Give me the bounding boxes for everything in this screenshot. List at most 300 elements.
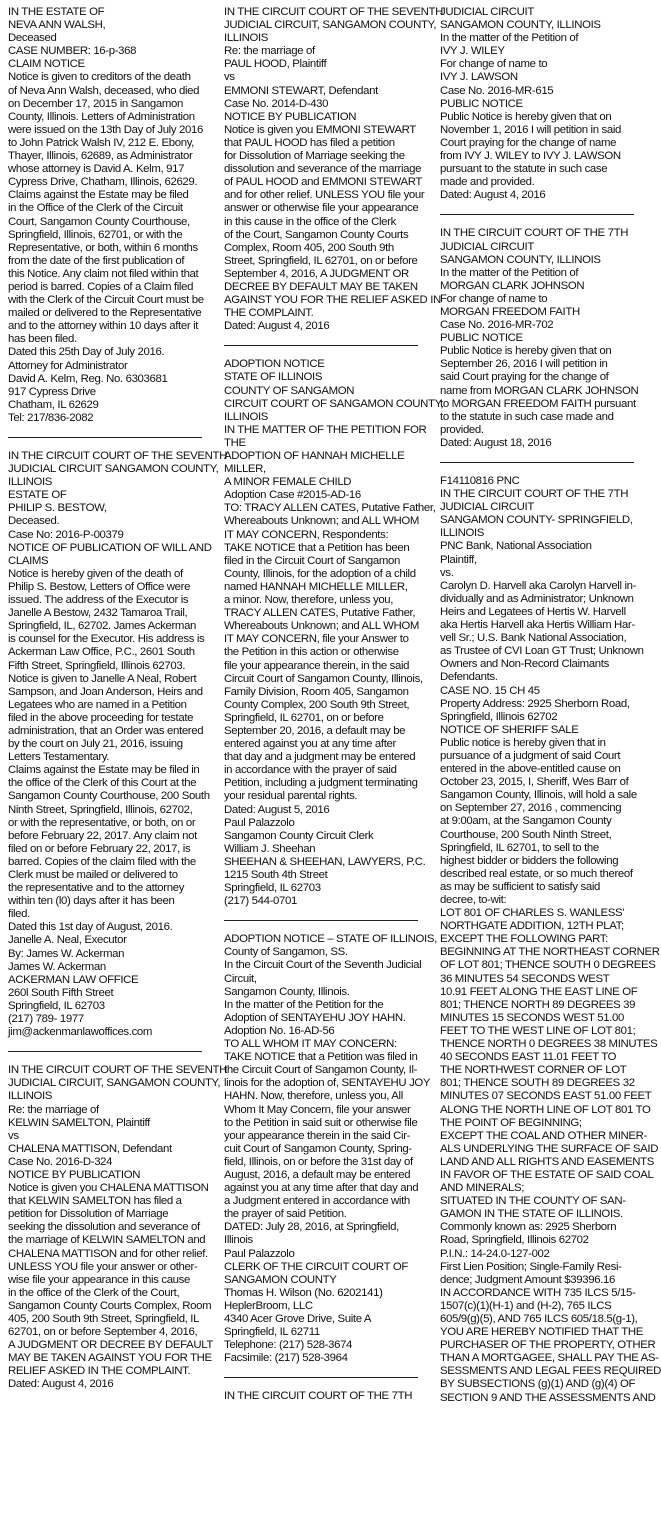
- notice-text-line: against you at any time after that day and: [224, 1182, 419, 1195]
- notice-text-line: Claims against the Estate may be filed in: [8, 764, 200, 777]
- notice-text-line: described real estate, or so much thereof: [440, 867, 633, 880]
- notice-text-line: period is barred. Copies of a Claim filed: [8, 280, 194, 293]
- notice-text-line: ADOPTION NOTICE: [224, 358, 325, 371]
- notice-text-line: In the matter of the Petition for the: [224, 998, 384, 1011]
- notice-text-line: 36 MINUTES 54 SECONDS WEST: [440, 972, 610, 985]
- notice-text-line: vs: [8, 1129, 19, 1142]
- notice-text-line: Case No. 2016-D-324: [8, 1155, 113, 1168]
- notice-text-line: SHEEHAN & SHEEHAN, LAWYERS, P.C.: [224, 855, 426, 868]
- notice-text-line: JUDICIAL CIRCUIT: [440, 6, 534, 18]
- notice-text-line: By: James W. Ackerman: [8, 947, 125, 960]
- notice-text-line: IT MAY CONCERN, Respondents:: [224, 528, 389, 541]
- notice-text-line: DATED: July 28, 2016, at Springfield,: [224, 1221, 399, 1234]
- column-2: [224, 6, 444, 1524]
- notice-text-line: Courthouse, 200 South Ninth Street,: [440, 828, 612, 841]
- notice-text-line: Complex, Room 405, 200 South 9th: [224, 241, 394, 254]
- notice-text-line: to the statute in such case made and: [440, 410, 614, 423]
- notice-text-line: ILLINOIS: [224, 410, 269, 423]
- notice-text-line: 1507(c)(1)(H-1) and (H-2), 765 ILCS: [440, 1299, 612, 1312]
- notice-text-line: GAMON IN THE STATE OF ILLINOIS.: [440, 1208, 623, 1221]
- notice-text-line: SANGAMON COUNTY, ILLINOIS: [440, 19, 601, 32]
- legal-notice: [224, 1390, 418, 1415]
- notice-text-line: Sangamon County Courts Complex, Room: [8, 1299, 212, 1312]
- notice-text-line: Notice is hereby given of the death of: [8, 567, 183, 580]
- notice-text-line: Case No. 2016-MR-615: [440, 84, 554, 97]
- notice-text-line: Claims against the Estate may be filed: [8, 189, 189, 202]
- notice-text-line: Legatees who are named in a Petition: [8, 698, 187, 711]
- notice-text-line: PUBLIC NOTICE: [440, 332, 523, 345]
- notice-text-line: NOTICE OF PUBLICATION OF WILL AND: [8, 541, 212, 554]
- notice-text-line: THENCE NORTH 0 DEGREES 38 MINUTES: [440, 1038, 658, 1051]
- notice-text-line: September 26, 2016 I will petition in: [440, 358, 608, 371]
- notice-text-line: 801; THENCE NORTH 89 DEGREES 39: [440, 998, 636, 1011]
- notice-text-line: administration, that an Order was entered: [8, 724, 204, 737]
- notice-text-line: THE: [224, 436, 246, 449]
- notice-text-line: Ninth Street, Springfield, Illinois, 62702,: [8, 803, 193, 816]
- notice-text-line: wise file your appearance in this cause: [8, 1273, 190, 1286]
- notice-text-line: in the office of the Clerk of the Court,: [8, 1286, 180, 1299]
- notice-text-line: and to the attorney within 10 days after it: [8, 320, 199, 333]
- notice-text-line: Illinois: [224, 1234, 253, 1247]
- notice-text-line: Representative, or both, within 6 months: [8, 241, 198, 254]
- notice-text-line: NEVA ANN WALSH,: [8, 19, 106, 32]
- notice-text-line: Public Notice is hereby given that on: [440, 345, 612, 358]
- notice-text-line: with the Clerk of the Circuit Court must be: [8, 294, 204, 307]
- notice-text-line: William J. Sheehan: [224, 842, 316, 855]
- notice-text-line: Whom It May Concern, file your answer: [224, 1103, 411, 1116]
- notice-text-line: Circuit Court of Sangamon County, Illinois,: [224, 672, 423, 685]
- notice-text-line: 260l South Fifth Street: [8, 986, 114, 999]
- notice-text-line: For change of name to: [440, 292, 548, 305]
- notice-text-line: filed in the above proceeding for testate: [8, 711, 194, 724]
- notice-text-line: dividually and as Administrator; Unknown: [440, 592, 634, 605]
- notice-text-line: barred. Copies of the claim filed with the: [8, 855, 196, 868]
- legal-notice: [8, 6, 202, 438]
- notice-text-line: EXCEPT THE COAL AND OTHER MINER-: [440, 1129, 647, 1142]
- notice-text-line: MINUTES 15 SECONDS WEST 51.00: [440, 1011, 624, 1024]
- notice-text-line: PURCHASER OF THE PROPERTY, OTHER: [440, 1339, 656, 1352]
- notice-text-line: Public Notice is hereby given that on: [440, 110, 612, 123]
- notice-text-line: vs: [224, 71, 235, 84]
- notice-text-line: Paul Palazzolo: [224, 1247, 295, 1260]
- notice-text-line: Dated: August 5, 2016: [224, 803, 330, 816]
- notice-text-line: Sangamon County Circuit Clerk: [224, 829, 374, 842]
- notice-text-line: RELIEF ASKED IN THE COMPLAINT.: [8, 1365, 191, 1378]
- notice-text-line: YOU ARE HEREBY NOTIFIED THAT THE: [440, 1326, 643, 1339]
- notice-text-line: TO ALL WHOM IT MAY CONCERN:: [224, 1038, 397, 1051]
- notice-text-line: your appearance therein in the said Cir-: [224, 1129, 411, 1142]
- notice-text-line: that day and a judgment may be entered: [224, 751, 416, 764]
- notice-text-line: County, Illinois, for the adoption of a child: [224, 567, 416, 580]
- notice-text-line: Letters Testamentary.: [8, 751, 110, 764]
- notice-text-line: SANGAMON COUNTY- SPRINGFIELD,: [440, 514, 633, 527]
- legal-notice: [440, 227, 639, 463]
- notice-text-line: Case No: 2016-P-00379: [8, 528, 124, 541]
- notice-text-line: Fifth Street, Springfield, Illinois 62703.: [8, 659, 186, 672]
- notice-text-line: JUDICIAL CIRCUIT, SANGAMON COUNTY,: [8, 1077, 221, 1090]
- notice-text-line: STATE OF ILLINOIS: [224, 371, 323, 384]
- notice-text-line: on December 17, 2015 in Sangamon: [8, 97, 183, 110]
- notice-text-line: filed.: [8, 908, 30, 921]
- notice-text-line: Commonly known as: 2925 Sherborn: [440, 1221, 617, 1234]
- notice-text-line: Sangamon County, Illinois, will hold a sale: [440, 789, 637, 802]
- notice-text-line: 605/9(g)(5), AND 765 ILCS 605/18.5(g-1),: [440, 1313, 638, 1325]
- notice-text-line: entered in the above-entitled cause on: [440, 763, 621, 776]
- notice-text-line: Whereabouts Unknown; and ALL WHOM: [224, 515, 420, 528]
- notice-text-line: Case No. 2014-D-430: [224, 97, 329, 110]
- notice-text-line: Clerk must be mailed or delivered to: [8, 869, 178, 881]
- notice-text-line: Sangamon County Courthouse, 200 South: [8, 790, 210, 803]
- notice-text-line: KELWIN SAMELTON, Plaintiff: [8, 1116, 150, 1129]
- notice-text-line: HeplerBroom, LLC: [224, 1299, 313, 1312]
- notice-text-line: in this cause in the office of the Clerk: [224, 215, 396, 228]
- notice-text-line: on September 27, 2016 , commencing: [440, 802, 622, 815]
- notice-text-line: BY SUBSECTIONS (g)(1) AND (g)(4) OF: [440, 1378, 636, 1391]
- notice-text-line: HAHN. Now, therefore, unless you, All: [224, 1090, 403, 1103]
- notice-text-line: (217) 789- 1977: [8, 1013, 84, 1026]
- notice-text-line: entered against you at any time after: [224, 738, 396, 751]
- notice-text-line: ILLINOIS: [440, 527, 485, 540]
- notice-text-line: this Notice. Any claim not filed within that: [8, 267, 199, 280]
- notice-text-line: Notice is given to creditors of the death: [8, 71, 191, 84]
- notice-text-line: IN THE CIRCUIT COURT OF THE 7TH: [440, 227, 629, 240]
- legal-notice: [440, 6, 634, 215]
- notice-text-line: UNLESS YOU file your answer or other-: [8, 1260, 198, 1273]
- legal-notice: [8, 1064, 227, 1403]
- notice-text-line: ALONG THE NORTH LINE OF LOT 801 TO: [440, 1103, 651, 1116]
- notice-text-line: (217) 544-0701: [224, 895, 297, 908]
- notice-text-line: James W. Ackerman: [8, 960, 106, 973]
- notice-text-line: Janelle A. Neal, Executor: [8, 934, 127, 947]
- legal-notice: [224, 933, 437, 1378]
- notice-text-line: said Court praying for the change of: [440, 371, 609, 384]
- notice-text-line: IVY J. LAWSON: [440, 71, 518, 84]
- notice-text-line: IN ACCORDANCE WITH 735 ILCS 5/15-: [440, 1286, 636, 1299]
- notice-text-line: as may be sufficient to satisfy said: [440, 880, 601, 893]
- notice-text-line: that PAUL HOOD has filed a petition: [224, 136, 395, 149]
- notice-text-line: JUDICIAL CIRCUIT: [440, 240, 534, 253]
- notice-text-line: AND MINERALS;: [440, 1182, 525, 1195]
- notice-text-line: cuit Court of Sangamon County, Spring-: [224, 1142, 412, 1155]
- notice-text-line: to John Patrick Walsh IV, 212 E. Ebony,: [8, 136, 195, 149]
- notice-text-line: AGAINST YOU FOR THE RELIEF ASKED IN: [224, 294, 441, 307]
- notice-text-line: named HANNAH MICHELLE MILLER,: [224, 580, 408, 593]
- notice-text-line: CLAIMS: [8, 554, 49, 567]
- notice-text-line: 40 SECONDS EAST 11.01 FEET TO: [440, 1051, 617, 1064]
- notice-text-line: County of Sangamon, SS.: [224, 946, 348, 959]
- notice-text-line: THE COMPLAINT.: [224, 307, 314, 320]
- notice-text-line: ACKERMAN LAW OFFICE: [8, 973, 139, 986]
- notice-text-line: PHILIP S. BESTOW,: [8, 502, 107, 515]
- notice-text-line: Sampson, and Joan Anderson, Heirs and: [8, 685, 203, 698]
- notice-text-line: SANGAMON COUNTY, ILLINOIS: [440, 253, 601, 266]
- notice-text-line: file your appearance therein, in the said: [224, 659, 410, 672]
- notice-text-line: before February 22, 2017. Any claim not: [8, 829, 197, 842]
- notice-text-line: has been filed.: [8, 333, 77, 346]
- notice-text-line: IN THE ESTATE OF: [8, 6, 105, 18]
- notice-text-line: ADOPTION NOTICE – STATE OF ILLINOIS,: [224, 933, 437, 946]
- notice-text-line: answer or otherwise file your appearance: [224, 202, 419, 215]
- notice-text-line: ILLINOIS: [224, 32, 269, 45]
- notice-text-line: In the matter of the Petition of: [440, 266, 579, 279]
- notice-text-line: Petition, including a judgment terminating: [224, 777, 418, 790]
- notice-text-line: Springfield, IL 62701, to sell to the: [440, 841, 599, 854]
- notice-text-line: TAKE NOTICE that a Petition was filed in: [224, 1051, 418, 1064]
- notice-text-line: A JUDGMENT OR DECREE BY DEFAULT: [8, 1339, 213, 1352]
- notice-text-line: Springfield, Illinois 62702: [440, 710, 558, 723]
- notice-text-line: the marriage of KELWIN SAMELTON and: [8, 1234, 206, 1247]
- notice-text-line: NOTICE OF SHERIFF SALE: [440, 723, 579, 736]
- notice-text-line: Property Address: 2925 Sherborn Road,: [440, 697, 630, 710]
- notice-text-line: Deceased.: [8, 515, 60, 528]
- legal-notice: [224, 6, 443, 346]
- notice-text-line: at 9:00am, at the Sangamon County: [440, 815, 612, 828]
- notice-text-line: IN THE CIRCUIT COURT OF THE SEVENTH: [8, 450, 227, 462]
- notice-text-line: Street, Springfield, IL 62701, on or before: [224, 254, 418, 267]
- notice-text-line: filed on or before February 22, 2017, is: [8, 842, 191, 855]
- notice-text-line: EMMONI STEWART, Defendant: [224, 84, 378, 97]
- notice-text-line: LAND AND ALL RIGHTS AND EASEMENTS: [440, 1155, 655, 1168]
- notice-text-line: Case No. 2016-MR-702: [440, 319, 554, 332]
- notice-text-line: Re: the marriage of: [224, 45, 315, 58]
- notice-text-line: County Complex, 200 South 9th Street,: [224, 698, 410, 711]
- notice-text-line: September 4, 2016, A JUDGMENT OR: [224, 267, 409, 280]
- notice-text-line: CASE NUMBER: 16-p-368: [8, 45, 137, 58]
- notice-text-line: is counsel for the Executor. His address is: [8, 633, 205, 646]
- notice-text-line: October 23, 2015, I, Sheriff, Wes Barr of: [440, 776, 629, 789]
- notice-text-line: ILLINOIS: [8, 1090, 53, 1103]
- notice-text-line: pursuant to the statute in such case: [440, 163, 608, 176]
- notice-text-line: JUDICIAL CIRCUIT, SANGAMON COUNTY,: [224, 19, 437, 32]
- notice-text-line: FEET TO THE WEST LINE OF LOT 801;: [440, 1024, 636, 1037]
- notice-text-line: Owners and Non-Record Claimants: [440, 658, 609, 671]
- notice-text-line: Family Division, Room 405, Sangamon: [224, 685, 409, 698]
- notice-text-line: pursuance of a judgment of said Court: [440, 749, 621, 762]
- notice-text-line: Dated: August 4, 2016: [440, 189, 546, 202]
- notice-text-line: JUDICIAL CIRCUIT SANGAMON COUNTY,: [8, 463, 219, 476]
- notice-text-line: Public notice is hereby given that in: [440, 736, 606, 749]
- notice-text-line: IN THE CIRCUIT COURT OF THE 7TH: [440, 488, 629, 501]
- notice-text-line: MORGAN FREEDOM FAITH: [440, 305, 580, 318]
- notice-text-line: the office of the Clerk of this Court at the: [8, 777, 197, 790]
- notice-text-line: ALS UNDERLYING THE SURFACE OF SAID: [440, 1142, 659, 1155]
- notice-text-line: TO: TRACY ALLEN CATES, Putative Father,: [224, 502, 436, 515]
- notice-text-line: whose attorney is David A. Kelm, 917: [8, 163, 185, 176]
- notice-text-line: SANGAMON COUNTY: [224, 1273, 337, 1286]
- notice-text-line: Cypress Drive, Chatham, Illinois, 62629.: [8, 176, 198, 189]
- legal-notice: [440, 475, 661, 1417]
- notice-text-line: Plaintiff,: [440, 553, 477, 566]
- notice-text-line: Tel: 217/836-2082: [8, 411, 94, 424]
- notice-text-line: August, 2016, a default may be entered: [224, 1168, 411, 1181]
- notice-text-line: name from MORGAN CLARK JOHNSON: [440, 384, 639, 397]
- notice-text-line: from the date of the first publication of: [8, 254, 185, 267]
- notice-text-line: Thayer, Illinois, 62689, as Administrator: [8, 150, 193, 163]
- notice-text-line: dence; Judgment Amount $39396.16: [440, 1273, 615, 1286]
- notice-text-line: First Lien Position; Single-Family Resi-: [440, 1260, 622, 1273]
- notice-text-line: ESTATE OF: [8, 489, 67, 502]
- notice-text-line: Dated this 25th Day of July 2016.: [8, 346, 165, 359]
- notice-text-line: COUNTY OF SANGAMON: [224, 384, 355, 397]
- notice-text-line: Dated: August 4, 2016: [8, 1378, 114, 1391]
- notice-text-line: the representative and to the attorney: [8, 882, 185, 895]
- notice-text-line: September 20, 2016, a default may be: [224, 724, 406, 737]
- notice-text-line: CHALENA MATTISON, Defendant: [8, 1142, 172, 1155]
- notice-text-line: of PAUL HOOD and EMMONI STEWART: [224, 176, 423, 189]
- notice-text-line: MINUTES 07 SECONDS EAST 51.00 FEET: [440, 1090, 652, 1103]
- notice-text-line: Carolyn D. Harvell aka Carolyn Harvell in-: [440, 579, 637, 592]
- notice-text-line: mailed or delivered to the Representative: [8, 307, 202, 320]
- notice-text-line: of Neva Ann Walsh, deceased, who died: [8, 84, 200, 97]
- notice-text-line: Circuit,: [224, 972, 257, 985]
- notice-text-line: the Circuit Court of Sangamon County, Il-: [224, 1064, 418, 1077]
- notice-text-line: IN FAVOR OF THE ESTATE OF SAID COAL: [440, 1168, 654, 1181]
- notice-text-line: Philip S. Bestow, Letters of Office were: [8, 580, 191, 593]
- notice-text-line: within ten (l0) days after it has been: [8, 895, 175, 908]
- notice-text-line: highest bidder or bidders the following: [440, 854, 619, 867]
- notice-text-line: Thomas H. Wilson (No. 6202141): [224, 1286, 383, 1299]
- legal-notice: [8, 450, 227, 1052]
- notice-text-line: your residual parental rights.: [224, 790, 358, 803]
- notice-text-line: Paul Palazzolo: [224, 816, 295, 829]
- notice-text-line: Dated this 1st day of August, 2016.: [8, 921, 173, 934]
- notice-text-line: Springfield, IL 62703: [224, 882, 321, 895]
- notice-text-line: dissolution and severance of the marriage: [224, 163, 422, 176]
- notice-text-line: Court praying for the change of name: [440, 136, 617, 149]
- notice-text-line: Sangamon County, Illinois.: [224, 985, 350, 998]
- notice-text-line: THAN A MORTGAGEE, SHALL PAY THE AS-: [440, 1352, 659, 1365]
- notice-text-line: CHALENA MATTISON and for other relief.: [8, 1247, 208, 1260]
- notice-text-line: or with the representative, or both, on or: [8, 816, 196, 829]
- notice-text-line: Heirs and Legatees of Hertis W. Harvell: [440, 605, 626, 618]
- notice-text-line: issued. The address of the Executor is: [8, 594, 189, 607]
- notice-text-line: Telephone: (217) 528-3674: [224, 1339, 353, 1352]
- notice-text-line: Whereabouts Unknown; and ALL WHOM: [224, 620, 420, 633]
- notice-text-line: to MORGAN FREEDOM FAITH pursuant: [440, 397, 636, 410]
- notice-text-line: Re: the marriage of: [8, 1103, 99, 1116]
- notice-text-line: PAUL HOOD, Plaintiff: [224, 58, 327, 71]
- notice-text-line: ILLINOIS: [8, 476, 53, 489]
- legal-notice: [224, 358, 444, 921]
- notice-text-line: PUBLIC NOTICE: [440, 97, 523, 110]
- notice-text-line: Notice is given to Janelle A Neal, Robert: [8, 672, 197, 685]
- notice-text-line: DECREE BY DEFAULT MAY BE TAKEN: [224, 280, 418, 293]
- notice-text-line: Adoption of SENTAYEHU JOY HAHN.: [224, 1011, 406, 1024]
- notice-text-line: IT MAY CONCERN, file your Answer to: [224, 633, 409, 646]
- notice-text-line: filed in the Circuit Court of Sangamon: [224, 554, 401, 567]
- notice-text-line: Dated: August 4, 2016: [224, 320, 330, 333]
- column-1: [8, 6, 227, 1524]
- notice-text-line: P.I.N.: 14-24.0-127-002: [440, 1247, 550, 1260]
- notice-text-line: seeking the dissolution and severance of: [8, 1221, 200, 1234]
- notice-text-line: Notice is given you EMMONI STEWART: [224, 123, 416, 136]
- notice-text-line: made and provided.: [440, 176, 535, 189]
- notice-text-line: Dated: August 18, 2016: [440, 436, 552, 449]
- notice-text-line: aka Hertis Harvell aka Hertis William Har-: [440, 619, 635, 632]
- notice-text-line: In the matter of the Petition of: [440, 32, 579, 45]
- notice-text-line: Chatham, IL 62629: [8, 398, 99, 411]
- notice-text-line: In the Circuit Court of the Seventh Judicial: [224, 959, 422, 972]
- notice-text-line: PNC Bank, National Association: [440, 540, 592, 553]
- notice-text-line: provided.: [440, 423, 484, 436]
- notice-text-line: LOT 801 OF CHARLES S. WANLESS': [440, 907, 625, 920]
- notice-text-line: 62701, on or before September 4, 2016,: [8, 1326, 198, 1339]
- notice-text-line: Adoption No. 16-AD-56: [224, 1024, 335, 1037]
- notice-text-line: CIRCUIT COURT OF SANGAMON COUNTY,: [224, 397, 444, 410]
- notice-text-line: linois for the adoption of, SENTAYEHU JOY: [224, 1077, 431, 1090]
- notice-text-line: 917 Cypress Drive: [8, 385, 96, 398]
- notice-text-line: decree, to-wit:: [440, 894, 507, 906]
- notice-text-line: and for other relief. UNLESS YOU file your: [224, 189, 425, 202]
- notice-text-line: the Petition in this action or otherwise: [224, 646, 399, 659]
- notice-text-line: For change of name to: [440, 58, 548, 71]
- notice-text-line: NOTICE BY PUBLICATION: [224, 110, 357, 123]
- notice-text-line: County, Illinois. Letters of Administration: [8, 110, 195, 123]
- notice-text-line: in accordance with the prayer of said: [224, 764, 397, 777]
- notice-text-line: a Judgment entered in accordance with: [224, 1195, 410, 1208]
- notice-text-line: MILLER,: [224, 463, 266, 476]
- notice-text-line: field, Illinois, on or before the 31st day of: [224, 1155, 413, 1168]
- notice-text-line: as Trustee of CVI Loan GT Trust; Unknown: [440, 645, 644, 658]
- notice-text-line: IVY J. WILEY: [440, 45, 505, 58]
- notice-text-line: F14110816 PNC: [440, 475, 520, 487]
- notice-text-line: Notice is given you CHALENA MATTISON: [8, 1182, 209, 1195]
- notice-text-line: MORGAN CLARK JOHNSON: [440, 279, 585, 292]
- notice-text-line: 1215 South 4th Street: [224, 869, 328, 881]
- notice-text-line: Road, Springfield, Illinois 62702: [440, 1234, 589, 1247]
- notice-text-line: Springfield, IL 62701, on or before: [224, 711, 384, 724]
- notice-text-line: 10.91 FEET ALONG THE EAST LINE OF: [440, 985, 638, 998]
- notice-text-line: IN THE CIRCUIT COURT OF THE 7TH: [224, 1390, 413, 1403]
- notice-text-line: THE NORTHWEST CORNER OF LOT: [440, 1064, 627, 1077]
- notice-text-line: NORTHGATE ADDITION, 12TH PLAT;: [440, 920, 624, 933]
- notice-text-line: the prayer of said Petition.: [224, 1208, 347, 1221]
- notice-text-line: 405, 200 South 9th Street, Springfield, IL: [8, 1313, 200, 1325]
- notice-text-line: A MINOR FEMALE CHILD: [224, 476, 352, 489]
- notice-text-line: ADOPTION OF HANNAH MICHELLE: [224, 450, 405, 462]
- notice-text-line: that KELWIN SAMELTON has filed a: [8, 1195, 182, 1208]
- notice-text-line: Ackerman Law Office, P.C., 2601 South: [8, 646, 195, 659]
- notice-text-line: Springfield, IL 62703: [8, 999, 105, 1012]
- notice-text-line: TAKE NOTICE that a Petition has been: [224, 541, 410, 554]
- notice-text-line: David A. Kelm, Reg. No. 6303681: [8, 372, 168, 385]
- notice-text-line: IN THE MATTER OF THE PETITION FOR: [224, 423, 427, 436]
- notice-text-line: CASE NO. 15 CH 45: [440, 684, 540, 697]
- notice-text-line: THE POINT OF BEGINNING;: [440, 1116, 582, 1129]
- notice-text-line: OF LOT 801; THENCE SOUTH 0 DEGREES: [440, 959, 656, 972]
- notice-text-line: a minor. Now, therefore, unless you,: [224, 594, 394, 607]
- notice-text-line: from IVY J. WILEY to IVY J. LAWSON: [440, 150, 621, 163]
- notice-text-line: in the Office of the Clerk of the Circuit: [8, 202, 183, 215]
- notice-text-line: IN THE CIRCUIT COURT OF THE SEVENTH: [8, 1064, 227, 1077]
- notice-text-line: Janelle A Bestow, 2432 Tamaroa Trail,: [8, 607, 188, 620]
- notice-text-line: by the court on July 21, 2016, issuing: [8, 738, 183, 751]
- notice-text-line: SECTION 9 AND THE ASSESSMENTS AND: [440, 1391, 656, 1404]
- notice-text-line: Springfield, IL, 62702. James Ackerman: [8, 620, 197, 633]
- notice-text-line: Facsimile: (217) 528-3964: [224, 1352, 348, 1365]
- notice-text-line: 4340 Acer Grove Drive, Suite A: [224, 1313, 372, 1325]
- notice-text-line: jim@ackenmanlawoffices.com: [8, 1026, 153, 1039]
- notice-text-line: CLAIM NOTICE: [8, 58, 85, 71]
- notice-text-line: Adoption Case #2015-AD-16: [224, 489, 361, 502]
- column-3: [440, 6, 661, 1524]
- notice-text-line: for Dissolution of Marriage seeking the: [224, 150, 405, 163]
- notice-text-line: Deceased: [8, 32, 57, 45]
- notice-text-line: Defendants.: [440, 671, 498, 684]
- notice-text-line: EXCEPT THE FOLLOWING PART:: [440, 933, 608, 946]
- notice-text-line: of the Court, Sangamon County Courts: [224, 228, 409, 241]
- notice-text-line: SITUATED IN THE COUNTY OF SAN-: [440, 1195, 626, 1208]
